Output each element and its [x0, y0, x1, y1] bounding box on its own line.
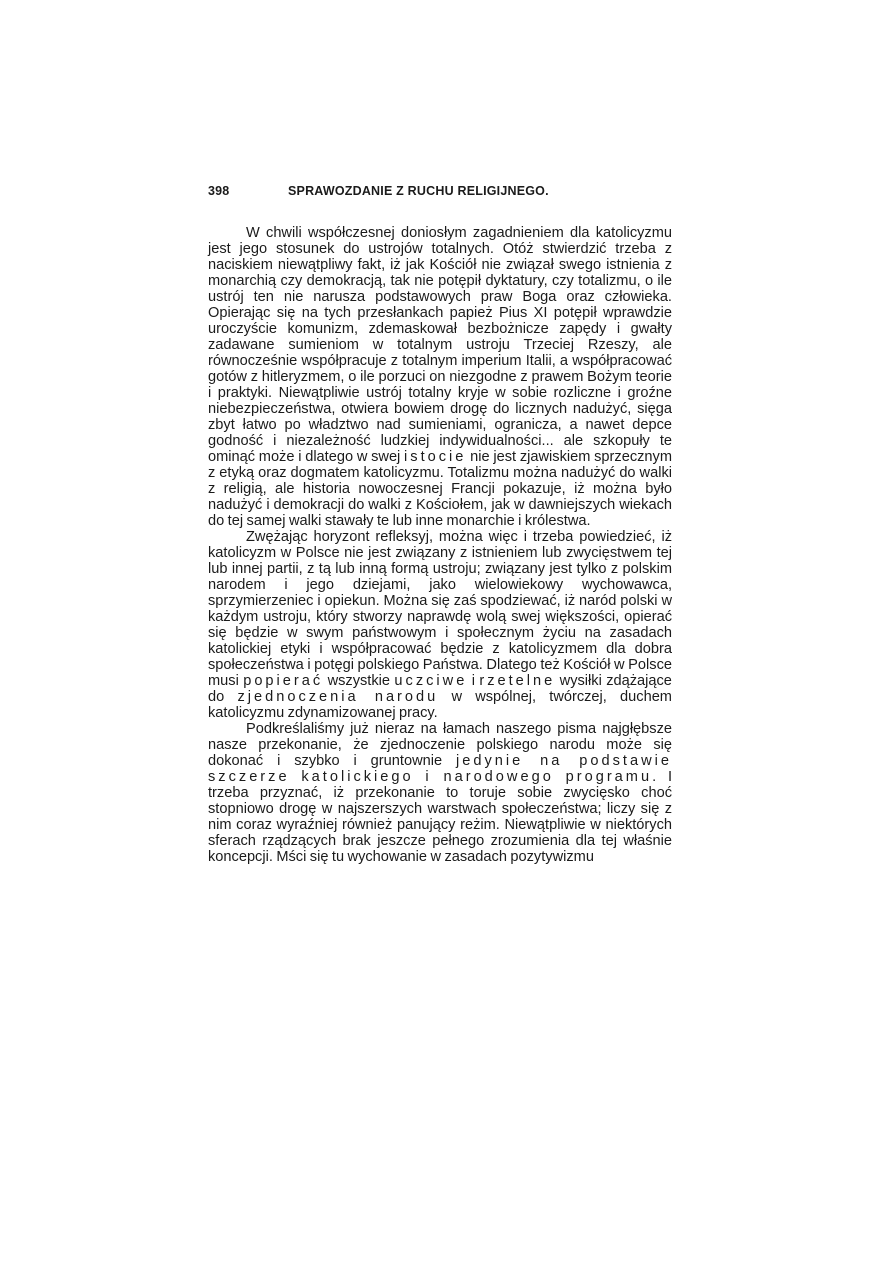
p2-text-b: wszystkie: [327, 673, 391, 689]
p2-spaced-uczciwe: uczciwe: [394, 673, 468, 689]
p3-spaced-program: jedynie na podstawie szczerze katolickiego i narodowego programu.: [208, 753, 672, 785]
page-number: 398: [208, 184, 230, 198]
paragraph-3: [208, 721, 672, 865]
p2-spaced-popierac: popierać: [243, 673, 324, 689]
p1-text-a: W chwili współczesnej doniosłym zagadnieniem dla katolicyzmu jest jego stosunek do ustrojów totalnych. Otóż stwierdzić trzeba z naciskiem niewątpliwy fakt, iż jak Kościół nie związał swego istnienia z monarchią czy demokracją, tak nie potępił dyktatury, czy totalizmu, o ile ustrój ten nie narusza podstawowych praw Boga oraz człowieka. Opierając się na tych przesłankach papież Pius XI potępił wprawdzie uroczyście komunizm, zdemaskował bezbożnicze zapędy i gwałty zadawane sumieniom w totalnym ustroju Trzeciej Rzeszy, ale równocześnie współpracuje z totalnym imperium Italii, a współpracować gotów z hitleryzmem, o ile porzuci on niezgodne z prawem Bożym teorie i praktyki. Niewątpliwie ustrój totalny kryje w sobie rozliczne i groźne niebezpieczeństwa, otwiera bowiem drogę do licznych nadużyć, sięga zbyt łatwo po władztwo nad sumieniami, ogranicza, a nawet depce godność i niezależność ludzkiej indywidualności... ale szkopuły te ominąć może i dlatego w swej: [208, 225, 672, 465]
p2-text-c: i: [471, 673, 475, 689]
paragraph-2: [208, 529, 672, 721]
book-page: [208, 184, 672, 865]
running-title: SPRAWOZDANIE Z RUCHU RELIGIJNEGO.: [288, 184, 549, 198]
p2-spaced-rzetelne: rzetelne: [479, 673, 556, 689]
p1-spaced-word: istocie: [404, 449, 467, 465]
p2-text-d: wysiłki zdążające do: [208, 673, 672, 705]
paragraph-1: [208, 225, 672, 529]
p3-text-a: Podkreślaliśmy już nieraz na łamach naszego pisma najgłębsze nasze przekonanie, że zjednoczenie polskiego narodu może się dokonać i szybko i gruntownie: [208, 721, 672, 769]
running-head: [208, 184, 672, 206]
p2-text-e: w wspólnej, twórczej, duchem katolicyzmu zdynamizowanej pracy.: [208, 689, 672, 721]
body-text: [208, 225, 672, 865]
p1-text-b: nie jest zjawiskiem sprzecznym z etyką oraz dogmatem katolicyzmu. Totalizmu można nadużyć do walki z religią, ale historia nowoczesnej Francji pokazuje, iż można było nadużyć i demokracji do walki z Kościołem, jak w dawniejszych wiekach do tej samej walki stawały te lub inne monarchie i królestwa.: [208, 449, 672, 529]
p2-spaced-zjednoczenia: zjednoczenia narodu: [237, 689, 439, 705]
p2-text-a: Zwężając horyzont refleksyj, można więc i trzeba powiedzieć, iż katolicyzm w Polsce nie jest związany z istnieniem lub zwycięstwem tej lub innej partii, z tą lub inną formą ustroju; związany jest tylko z polskim narodem i jego dziejami, jako wielowiekowy wychowawca, sprzymierzeniec i opiekun. Można się zaś spodziewać, iż naród polski w każdym ustroju, który stworzy naprawdę wolą swej większości, opierać się będzie w swym państwowym i społecznym życiu na zasadach katolickiej etyki i współpracować będzie z katolicyzmem dla dobra społeczeństwa i potęgi polskiego Państwa. Dlatego też Kościół w Polsce musi: [208, 529, 672, 689]
p3-text-b: I trzeba przyznać, iż przekonanie to toruje sobie zwycięsko choć stopniowo drogę w najszerszych warstwach społeczeństwa; liczy się z nim coraz wyraźniej również panujący reżim. Niewątpliwie w niektórych sferach rządzących brak jeszcze pełnego zrozumienia dla tej właśnie koncepcji. Mści się tu wychowanie w zasadach pozytywizmu: [208, 769, 672, 865]
